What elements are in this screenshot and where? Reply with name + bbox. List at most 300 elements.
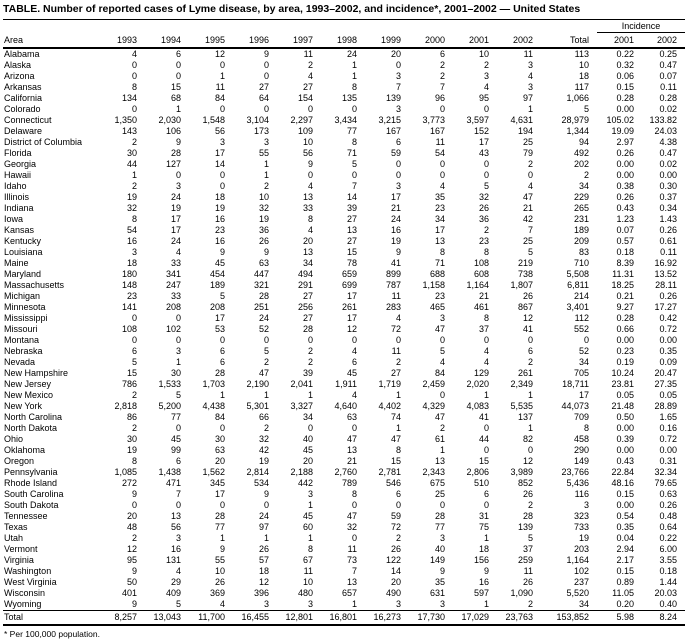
value-cell: 26	[258, 236, 269, 246]
value-cell: 5,508	[566, 269, 589, 279]
value-cell: 15	[170, 82, 181, 92]
value-cell: 4	[483, 357, 489, 367]
value-cell: 15	[390, 456, 401, 466]
value-cell: 1	[527, 423, 533, 433]
value-cell: 1,807	[510, 280, 533, 290]
value-cell: 546	[385, 478, 401, 488]
value-cell: 24	[390, 214, 401, 224]
area-cell: Maine	[4, 258, 29, 268]
value-cell: 26	[258, 544, 269, 554]
area-cell: Wisconsin	[4, 588, 46, 598]
value-cell: 219	[517, 258, 533, 268]
value-cell: 1	[263, 533, 269, 543]
value-cell: 47	[346, 434, 357, 444]
value-cell: 19	[258, 456, 269, 466]
value-cell: 84	[434, 368, 445, 378]
value-cell: 0.32	[616, 60, 634, 70]
value-cell: 6	[351, 357, 357, 367]
value-cell: 3	[175, 346, 181, 356]
table-row	[3, 225, 685, 236]
value-cell: 0	[219, 170, 225, 180]
table-row	[3, 93, 685, 104]
value-cell: 16	[478, 577, 489, 587]
value-cell: 5	[175, 599, 181, 609]
value-cell: 2	[527, 357, 533, 367]
value-cell: 47	[434, 324, 445, 334]
value-cell: 13.52	[654, 269, 677, 279]
value-cell: 597	[473, 588, 489, 598]
value-cell: 3,434	[334, 115, 357, 125]
value-cell: 2.17	[616, 555, 634, 565]
table-row	[3, 159, 685, 170]
value-cell: 27	[346, 236, 357, 246]
value-cell: 61	[434, 434, 445, 444]
value-cell: 17,029	[453, 611, 497, 626]
value-cell: 1	[483, 599, 489, 609]
value-cell: 0.00	[616, 335, 634, 345]
value-cell: 10	[578, 60, 589, 70]
value-cell: 4	[483, 346, 489, 356]
value-cell: 47	[258, 368, 269, 378]
value-cell: 899	[385, 269, 401, 279]
value-cell: 32	[346, 522, 357, 532]
value-cell: 156	[473, 555, 489, 565]
value-cell: 20.47	[654, 368, 677, 378]
value-cell: 4	[351, 346, 357, 356]
value-cell: 4	[307, 181, 313, 191]
value-cell: 0.28	[659, 93, 677, 103]
column-header-1998: 1998	[321, 33, 365, 49]
value-cell: 0.00	[616, 445, 634, 455]
value-cell: 11.31	[612, 269, 634, 279]
value-cell: 480	[297, 588, 313, 598]
value-cell: 6	[219, 357, 225, 367]
value-cell: 9.27	[616, 302, 634, 312]
value-cell: 19	[258, 214, 269, 224]
value-cell: 24	[258, 313, 269, 323]
value-cell: 2	[131, 181, 137, 191]
value-cell: 3,401	[566, 302, 589, 312]
value-cell: 5	[263, 346, 269, 356]
value-cell: 465	[429, 302, 445, 312]
value-cell: 0	[439, 159, 445, 169]
value-cell: 867	[517, 302, 533, 312]
value-cell: 0.40	[659, 599, 677, 609]
value-cell: 45	[170, 434, 181, 444]
value-cell: 19	[578, 533, 589, 543]
area-cell: Alaska	[4, 60, 32, 70]
value-cell: 0	[439, 335, 445, 345]
area-cell: Florida	[4, 148, 32, 158]
table-row	[3, 357, 685, 368]
value-cell: 4	[219, 599, 225, 609]
value-cell: 5	[527, 247, 533, 257]
area-cell: Montana	[4, 335, 40, 345]
value-cell: 43	[478, 148, 489, 158]
value-cell: 6	[439, 49, 445, 59]
value-cell: 112	[574, 313, 589, 323]
value-cell: 19	[390, 236, 401, 246]
value-cell: 102	[573, 566, 589, 576]
value-cell: 2.97	[616, 137, 634, 147]
value-cell: 11	[215, 82, 225, 92]
value-cell: 8	[131, 82, 137, 92]
value-cell: 5,301	[246, 401, 269, 411]
value-cell: 5	[351, 159, 357, 169]
value-cell: 137	[517, 412, 533, 422]
value-cell: 2	[527, 500, 533, 510]
value-cell: 0	[263, 335, 269, 345]
value-cell: 12,801	[277, 611, 321, 626]
value-cell: 2,190	[246, 379, 269, 389]
value-cell: 0.26	[659, 225, 677, 235]
value-cell: 18	[478, 544, 489, 554]
value-cell: 0	[351, 104, 357, 114]
value-cell: 2	[439, 423, 445, 433]
value-cell: 0.43	[616, 203, 634, 213]
value-cell: 0	[175, 60, 181, 70]
value-cell: 41	[478, 412, 489, 422]
value-cell: 5	[527, 533, 533, 543]
table-row	[3, 181, 685, 192]
value-cell: 40	[302, 434, 313, 444]
value-cell: 22.84	[611, 467, 634, 477]
value-cell: 2,030	[158, 115, 181, 125]
value-cell: 21	[522, 203, 533, 213]
value-cell: 3,773	[422, 115, 445, 125]
value-cell: 733	[573, 522, 589, 532]
table-row	[3, 324, 685, 335]
value-cell: 167	[429, 126, 445, 136]
value-cell: 0	[439, 104, 445, 114]
value-cell: 26	[214, 577, 225, 587]
value-cell: 16.92	[654, 258, 677, 268]
table-row	[3, 313, 685, 324]
value-cell: 122	[385, 555, 401, 565]
value-cell: 14	[214, 159, 225, 169]
value-cell: 5.98	[597, 611, 642, 626]
value-cell: 0.26	[616, 192, 634, 202]
value-cell: 13	[302, 247, 313, 257]
value-cell: 9	[263, 247, 269, 257]
value-cell: 1	[263, 170, 269, 180]
value-cell: 13	[302, 192, 313, 202]
value-cell: 7	[527, 225, 533, 235]
table-row	[3, 500, 685, 511]
footnote: * Per 100,000 population.	[4, 629, 100, 639]
area-cell: Mississippi	[4, 313, 48, 323]
value-cell: 9	[131, 489, 137, 499]
area-cell: Maryland	[4, 269, 42, 279]
value-cell: 52	[258, 324, 269, 334]
area-cell: Georgia	[4, 159, 37, 169]
value-cell: 0	[307, 335, 313, 345]
value-cell: 5	[439, 346, 445, 356]
value-cell: 95	[126, 555, 137, 565]
value-cell: 5	[175, 390, 181, 400]
value-cell: 26	[522, 291, 533, 301]
value-cell: 96	[434, 93, 445, 103]
value-cell: 139	[517, 522, 533, 532]
value-cell: 180	[121, 269, 137, 279]
value-cell: 0.25	[659, 49, 677, 59]
value-cell: 97	[522, 93, 533, 103]
area-cell: Vermont	[4, 544, 38, 554]
value-cell: 32	[258, 434, 269, 444]
value-cell: 1,164	[466, 280, 489, 290]
value-cell: 1	[395, 390, 401, 400]
value-cell: 251	[253, 302, 269, 312]
table-row	[3, 390, 685, 401]
value-cell: 105.02	[606, 115, 634, 125]
value-cell: 291	[297, 280, 313, 290]
value-cell: 0.89	[616, 577, 634, 587]
value-cell: 21	[478, 291, 489, 301]
value-cell: 37	[478, 324, 489, 334]
area-cell: Indiana	[4, 203, 34, 213]
value-cell: 54	[434, 148, 445, 158]
value-cell: 3	[395, 599, 401, 609]
table-row	[3, 456, 685, 467]
value-cell: 0.30	[659, 181, 677, 191]
value-cell: 45	[302, 511, 313, 521]
value-cell: 0	[131, 71, 137, 81]
value-cell: 73	[346, 555, 357, 565]
value-cell: 21	[390, 203, 401, 213]
value-cell: 17	[578, 390, 589, 400]
value-cell: 4	[307, 71, 313, 81]
table-row	[3, 203, 685, 214]
area-cell: Rhode Island	[4, 478, 58, 488]
value-cell: 3,327	[290, 401, 313, 411]
area-cell: Wyoming	[4, 599, 42, 609]
value-cell: 34	[578, 181, 589, 191]
value-cell: 0.72	[659, 324, 677, 334]
value-cell: 1	[483, 533, 489, 543]
value-cell: 27	[302, 82, 313, 92]
value-cell: 9	[439, 566, 445, 576]
value-cell: 1	[263, 390, 269, 400]
table-row	[3, 467, 685, 478]
value-cell: 0	[175, 71, 181, 81]
value-cell: 84	[214, 412, 225, 422]
value-cell: 9	[219, 544, 225, 554]
value-cell: 34	[302, 258, 313, 268]
value-cell: 20	[390, 577, 401, 587]
value-cell: 10	[302, 137, 313, 147]
table-row	[3, 434, 685, 445]
value-cell: 39	[302, 368, 313, 378]
incidence-group-header: Incidence	[597, 20, 685, 33]
value-cell: 0	[131, 104, 137, 114]
value-cell: 738	[517, 269, 533, 279]
value-cell: 78	[346, 258, 357, 268]
value-cell: 3	[219, 137, 225, 147]
area-cell: New Mexico	[4, 390, 54, 400]
value-cell: 2,806	[466, 467, 489, 477]
value-cell: 1,344	[566, 126, 589, 136]
value-cell: 20	[302, 236, 313, 246]
value-cell: 3	[263, 137, 269, 147]
value-cell: 5	[583, 104, 589, 114]
value-cell: 0.26	[616, 148, 634, 158]
value-cell: 12	[214, 49, 225, 59]
value-cell: 1,548	[202, 115, 225, 125]
value-cell: 28.11	[655, 280, 677, 290]
table-row	[3, 258, 685, 269]
area-cell: California	[4, 93, 43, 103]
value-cell: 23	[478, 236, 489, 246]
value-cell: 4.38	[659, 137, 677, 147]
value-cell: 27	[258, 82, 269, 92]
value-cell: 0	[219, 60, 225, 70]
value-cell: 72	[390, 522, 401, 532]
value-cell: 18	[214, 192, 225, 202]
table-row	[3, 104, 685, 115]
value-cell: 0.21	[616, 291, 634, 301]
value-cell: 13,043	[145, 611, 189, 626]
value-cell: 0	[395, 159, 401, 169]
value-cell: 24.03	[654, 126, 677, 136]
value-cell: 0.23	[616, 346, 634, 356]
value-cell: 8	[131, 214, 137, 224]
value-cell: 42	[258, 445, 269, 455]
table-row	[3, 533, 685, 544]
value-cell: 1	[219, 71, 225, 81]
value-cell: 2	[131, 137, 137, 147]
column-header-1999: 1999	[365, 33, 409, 49]
value-cell: 688	[429, 269, 445, 279]
value-cell: 17	[478, 137, 489, 147]
value-cell: 20	[390, 49, 401, 59]
column-header-2001: 2001	[453, 33, 497, 49]
table-row	[3, 599, 685, 611]
value-cell: 3	[583, 500, 589, 510]
table-row	[3, 291, 685, 302]
value-cell: 1,350	[114, 115, 137, 125]
value-cell: 1	[307, 390, 313, 400]
area-cell: Nevada	[4, 357, 36, 367]
value-cell: 261	[517, 368, 533, 378]
value-cell: 0.22	[616, 49, 634, 59]
table-row	[3, 302, 685, 313]
value-cell: 0.34	[659, 203, 677, 213]
value-cell: 77	[434, 522, 445, 532]
value-cell: 11	[303, 49, 313, 59]
value-cell: 345	[209, 478, 225, 488]
value-cell: 0	[175, 423, 181, 433]
value-cell: 14	[390, 566, 401, 576]
value-cell: 0.28	[616, 313, 634, 323]
value-cell: 0	[527, 445, 533, 455]
value-cell: 2,297	[290, 115, 313, 125]
area-cell: Utah	[4, 533, 24, 543]
table-row	[3, 247, 685, 258]
value-cell: 510	[473, 478, 489, 488]
value-cell: 35	[434, 192, 445, 202]
area-cell: Virginia	[4, 555, 34, 565]
value-cell: 141	[121, 302, 137, 312]
value-cell: 30	[214, 434, 225, 444]
value-cell: 29	[170, 577, 181, 587]
value-cell: 20	[302, 456, 313, 466]
value-cell: 0.47	[659, 60, 677, 70]
value-cell: 34	[578, 599, 589, 609]
value-cell: 0	[483, 159, 489, 169]
value-cell: 59	[390, 511, 401, 521]
value-cell: 25	[434, 489, 445, 499]
value-cell: 2	[483, 60, 489, 70]
value-cell: 202	[573, 159, 589, 169]
value-cell: 28	[170, 148, 181, 158]
value-cell: 2	[439, 60, 445, 70]
value-cell: 6	[483, 489, 489, 499]
value-cell: 2,343	[422, 467, 445, 477]
value-cell: 3	[307, 489, 313, 499]
value-cell: 2,760	[334, 467, 357, 477]
area-cell: Washington	[4, 566, 52, 576]
value-cell: 16,455	[233, 611, 277, 626]
area-cell: South Carolina	[4, 489, 64, 499]
value-cell: 27	[390, 368, 401, 378]
value-cell: 8	[395, 445, 401, 455]
column-header-incidence-2002: 2002	[642, 33, 685, 49]
value-cell: 1,158	[422, 280, 445, 290]
value-cell: 0.66	[616, 324, 634, 334]
value-cell: 189	[573, 225, 589, 235]
value-cell: 17	[170, 214, 181, 224]
value-cell: 26	[478, 203, 489, 213]
value-cell: 8	[351, 82, 357, 92]
table-row	[3, 445, 685, 456]
table-row	[3, 137, 685, 148]
value-cell: 2	[263, 423, 269, 433]
table-row	[3, 478, 685, 489]
area-cell: Louisiana	[4, 247, 43, 257]
column-header-total: Total	[541, 33, 597, 49]
value-cell: 11	[347, 544, 357, 554]
value-cell: 8.24	[642, 611, 685, 626]
value-cell: 4	[175, 566, 181, 576]
value-cell: 0.57	[616, 236, 634, 246]
value-cell: 113	[574, 49, 589, 59]
value-cell: 0	[263, 71, 269, 81]
value-cell: 231	[573, 214, 589, 224]
value-cell: 23,763	[497, 611, 541, 626]
area-cell: Hawaii	[4, 170, 32, 180]
value-cell: 0	[219, 423, 225, 433]
value-cell: 4,631	[510, 115, 533, 125]
value-cell: 1	[527, 104, 533, 114]
value-cell: 18.25	[611, 280, 634, 290]
value-cell: 139	[385, 93, 401, 103]
value-cell: 6	[175, 456, 181, 466]
value-cell: 789	[341, 478, 357, 488]
value-cell: 1	[527, 390, 533, 400]
area-cell: Delaware	[4, 126, 43, 136]
value-cell: 17.27	[654, 302, 677, 312]
value-cell: 34	[302, 412, 313, 422]
table-row	[3, 412, 685, 423]
value-cell: 8	[131, 456, 137, 466]
value-cell: 13	[434, 456, 445, 466]
value-cell: 17	[214, 489, 225, 499]
value-cell: 0.16	[659, 423, 677, 433]
value-cell: 0	[219, 181, 225, 191]
value-cell: 7	[439, 82, 445, 92]
value-cell: 50	[126, 577, 137, 587]
value-cell: 68	[170, 93, 181, 103]
